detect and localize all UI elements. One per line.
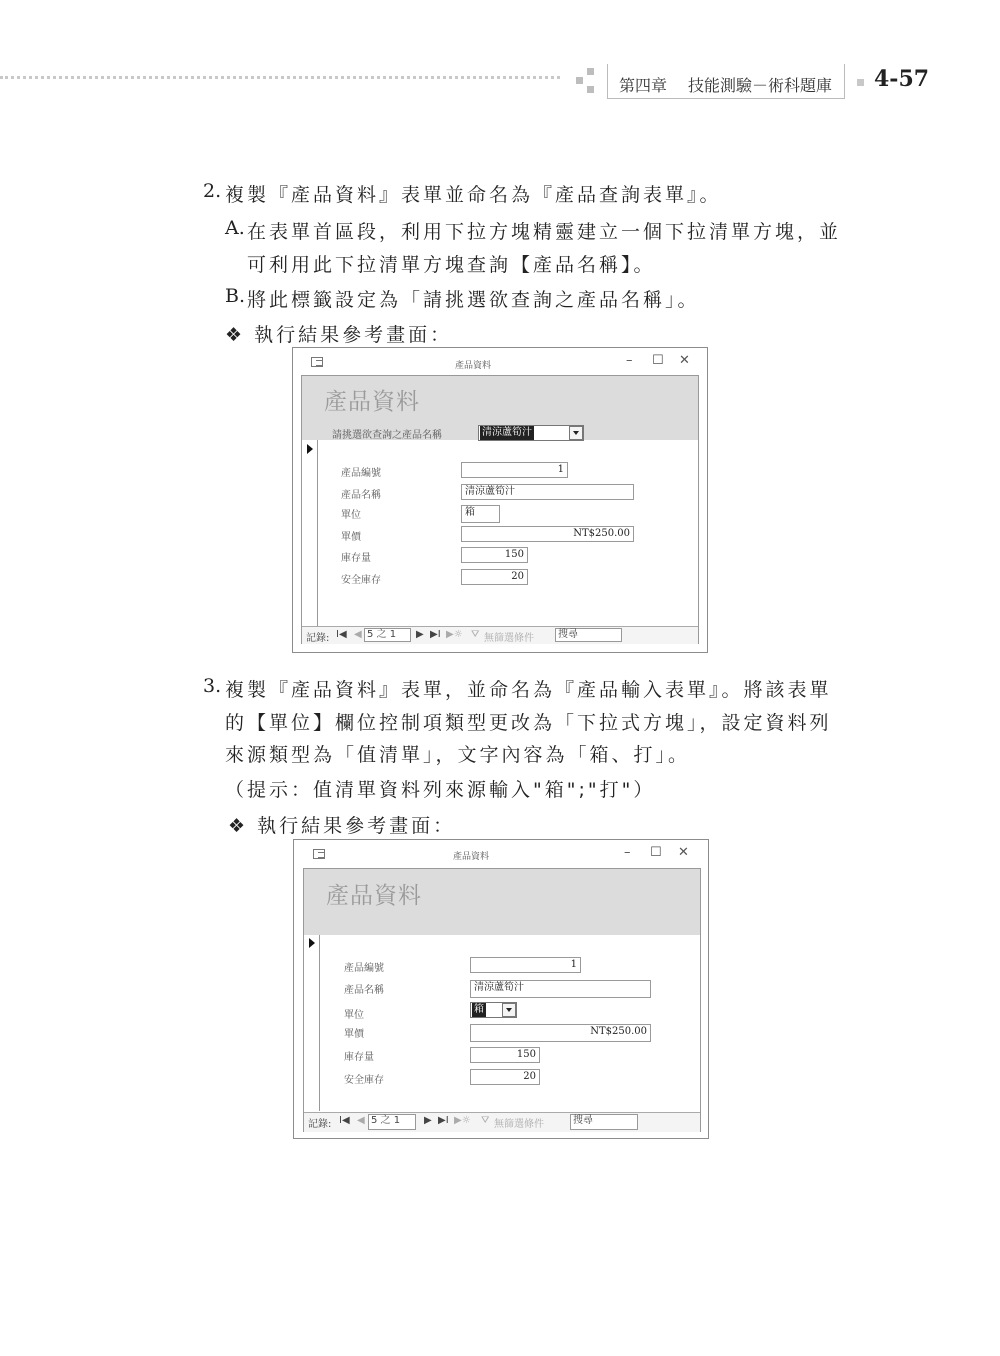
- record-navigation-bar: [304, 1112, 700, 1132]
- price-label: 單價: [341, 532, 361, 543]
- item2-a-line2: 可利用此下拉清單方塊查詢【產品名稱】。: [247, 254, 656, 276]
- unit-label-wrap: [344, 1003, 364, 1022]
- form-window-input: [293, 839, 709, 1139]
- item2-b-label: B.: [225, 285, 246, 307]
- price-field[interactable]: NT$250.00: [470, 1024, 651, 1042]
- item2-number: 2.: [203, 180, 222, 202]
- window-title: 產品資料: [455, 361, 492, 371]
- item3-line2: 的【單位】欄位控制項類型更改為「下拉式方塊」，設定資料列: [225, 712, 832, 734]
- dropdown-arrow-icon[interactable]: [569, 426, 583, 440]
- safety-stock-field[interactable]: 20: [470, 1069, 540, 1085]
- header-chapter: 第四章: [619, 76, 668, 95]
- record-selector[interactable]: [302, 440, 318, 626]
- no-filter-button[interactable]: 無篩選條件: [494, 1119, 544, 1130]
- form-heading: 產品資料: [324, 389, 420, 415]
- previous-record-button[interactable]: ◀: [357, 1115, 365, 1126]
- header-title: 技能測驗－術科題庫: [688, 76, 833, 95]
- product-query-combo[interactable]: [478, 425, 584, 441]
- header-marker-icon: [857, 79, 864, 86]
- stock-field[interactable]: 150: [470, 1047, 540, 1063]
- item2-b-text: 將此標籤設定為「請挑選欲查詢之產品名稱」。: [247, 289, 700, 311]
- close-button[interactable]: ✕: [679, 353, 690, 368]
- item2-a-label: A.: [225, 217, 245, 239]
- first-record-button[interactable]: I◀: [336, 629, 347, 640]
- form-icon: [311, 357, 323, 367]
- query-label: 請挑選欲查詢之產品名稱: [332, 430, 442, 441]
- item3-number: 3.: [203, 675, 222, 697]
- current-record-icon: [307, 444, 313, 454]
- safety-stock-label: 安全庫存: [341, 575, 381, 586]
- no-filter-button[interactable]: 無篩選條件: [484, 633, 534, 644]
- price-field[interactable]: NT$250.00: [461, 526, 634, 542]
- item3-line1: 複製『產品資料』表單，並命名為『產品輸入表單』。將該表單: [225, 679, 832, 701]
- safety-stock-label: 安全庫存: [344, 1075, 384, 1086]
- product-name-field[interactable]: 清涼蘆筍汁: [470, 980, 651, 998]
- minimize-button[interactable]: –: [626, 353, 633, 368]
- item2-result-label: ❖ 執行結果參考畫面：: [225, 324, 453, 346]
- product-name-field[interactable]: 清涼蘆筍汁: [461, 484, 634, 500]
- new-record-button[interactable]: ▶☼: [446, 629, 463, 640]
- product-id-label: 產品編號: [341, 468, 381, 479]
- first-record-button[interactable]: I◀: [339, 1115, 350, 1126]
- search-input[interactable]: 搜尋: [555, 628, 622, 642]
- filter-icon: ⛛: [471, 629, 480, 640]
- last-record-button[interactable]: ▶I: [430, 629, 441, 640]
- unit-label: 單位: [341, 510, 361, 521]
- form-body: [301, 375, 699, 644]
- next-record-button[interactable]: ▶: [416, 629, 424, 640]
- search-input[interactable]: 搜尋: [570, 1114, 638, 1130]
- product-id-field[interactable]: 1: [470, 957, 581, 973]
- new-record-button[interactable]: ▶☼: [454, 1115, 471, 1126]
- next-record-button[interactable]: ▶: [424, 1115, 432, 1126]
- item2-text: 複製『產品資料』表單並命名為『產品查詢表單』。: [225, 184, 722, 206]
- window-title: 產品資料: [453, 852, 490, 862]
- maximize-button[interactable]: ☐: [652, 353, 664, 368]
- unit-label: 單位: [344, 1010, 364, 1021]
- record-position-field[interactable]: 5 之 1: [368, 1114, 416, 1130]
- form-heading: 產品資料: [326, 883, 422, 909]
- header-squares-icon: [576, 68, 596, 94]
- price-label: 單價: [344, 1029, 364, 1040]
- maximize-button[interactable]: ☐: [650, 845, 662, 860]
- item3-result-label: ❖ 執行結果參考畫面：: [228, 815, 456, 837]
- current-record-icon: [309, 938, 315, 948]
- unit-combo[interactable]: [470, 1002, 517, 1018]
- record-label: 記錄:: [308, 1119, 332, 1130]
- record-navigation-bar: [302, 626, 698, 644]
- product-name-label: 產品名稱: [341, 490, 381, 501]
- minimize-button[interactable]: –: [624, 845, 631, 860]
- safety-stock-field[interactable]: 20: [461, 569, 528, 585]
- record-selector[interactable]: [304, 935, 320, 1111]
- product-id-field[interactable]: 1: [461, 462, 568, 478]
- stock-label: 庫存量: [344, 1052, 374, 1063]
- dropdown-arrow-icon[interactable]: [502, 1003, 516, 1017]
- form-window-query: [292, 347, 708, 653]
- record-position-field[interactable]: 5 之 1: [364, 628, 411, 642]
- filter-icon: ⛛: [481, 1115, 490, 1126]
- form-icon: [313, 849, 325, 859]
- item2-a-line1: 在表單首區段，利用下拉方塊精靈建立一個下拉清單方塊，並: [247, 221, 842, 243]
- item3-line3: 來源類型為「值清單」，文字內容為「箱、打」。: [225, 744, 691, 766]
- item3-hint: （提示：值清單資料列來源輸入"箱";"打"）: [225, 779, 656, 801]
- record-label: 記錄:: [306, 633, 330, 644]
- stock-label: 庫存量: [341, 553, 371, 564]
- product-id-label: 產品編號: [344, 963, 384, 974]
- query-selected-value: 清涼蘆筍汁: [482, 427, 532, 438]
- stock-field[interactable]: 150: [461, 547, 528, 563]
- previous-record-button[interactable]: ◀: [354, 629, 362, 640]
- close-button[interactable]: ✕: [678, 845, 689, 860]
- unit-selected-value: 箱: [474, 1004, 484, 1015]
- form-body: [303, 868, 701, 1132]
- page-number: 4-57: [874, 66, 930, 92]
- product-name-label: 產品名稱: [344, 985, 384, 996]
- unit-field[interactable]: 箱: [461, 505, 500, 523]
- header-dotted-line: [0, 76, 560, 79]
- last-record-button[interactable]: ▶I: [438, 1115, 449, 1126]
